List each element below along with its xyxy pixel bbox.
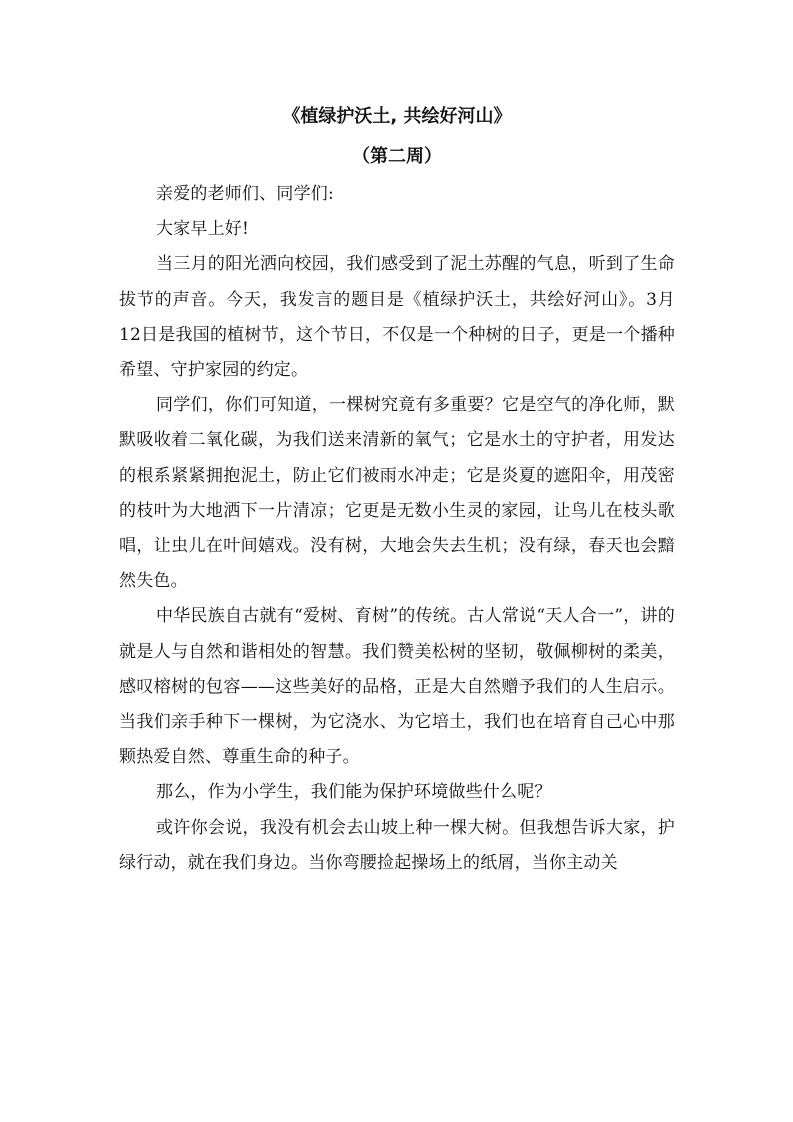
document-subtitle: （第二周）: [352, 146, 442, 167]
greeting: 大家早上好!: [156, 219, 250, 240]
paragraph-action: 或许你会说，我没有机会去山坡上种一棵大树。但我想告诉大家，护绿行动，就在我们身边。当你弯腰捡起操场上的纸屑，当你主动关: [119, 817, 675, 873]
paragraph-tradition: 中华民族自古就有“爱树、育树”的传统。古人常说“天人合一”，讲的就是人与自然和谐相处的智慧。我们赞美松树的坚韧，敬佩柳树的柔美，感叹榕树的包容——这些美好的品格，正是大自然赠予我们的人生启示。当我们亲手种下一棵树，为它浇水、为它培土，我们也在培育自己心中那颗热爱自然、尊重生命的种子。: [119, 606, 675, 768]
document-body: [119, 97, 675, 881]
salutation: 亲爱的老师们、同学们:: [156, 184, 334, 204]
paragraph-tree-importance: 同学们，你们可知道，一棵树究竟有多重要？它是空气的净化师，默默吸收着二氧化碳，为我们送来清新的氧气；它是水土的守护者，用发达的根系紧紧拥抱泥土，防止它们被雨水冲走；它是炎夏的遮阳伞，用茂密的枝叶为大地洒下一片清凉；它更是无数小生灵的家园，让鸟儿在枝头歌唱，让虫儿在叶间嬉戏。没有树，大地会失去生机；没有绿，春天也会黯然失色。: [119, 395, 675, 592]
paragraph-intro: 当三月的阳光洒向校园，我们感受到了泥土苏醒的气息，听到了生命拔节的声音。今天，我发言的题目是《植绿护沃土，共绘好河山》。3月12日是我国的植树节，这个节日，不仅是一个种树的日子，更是一个播种希望、守护家园的约定。: [119, 254, 675, 381]
document-title: 《植绿护沃土, 共绘好河山》: [282, 106, 512, 127]
paragraph-question: 那么，作为小学生，我们能为保护环境做些什么呢？: [156, 782, 552, 803]
